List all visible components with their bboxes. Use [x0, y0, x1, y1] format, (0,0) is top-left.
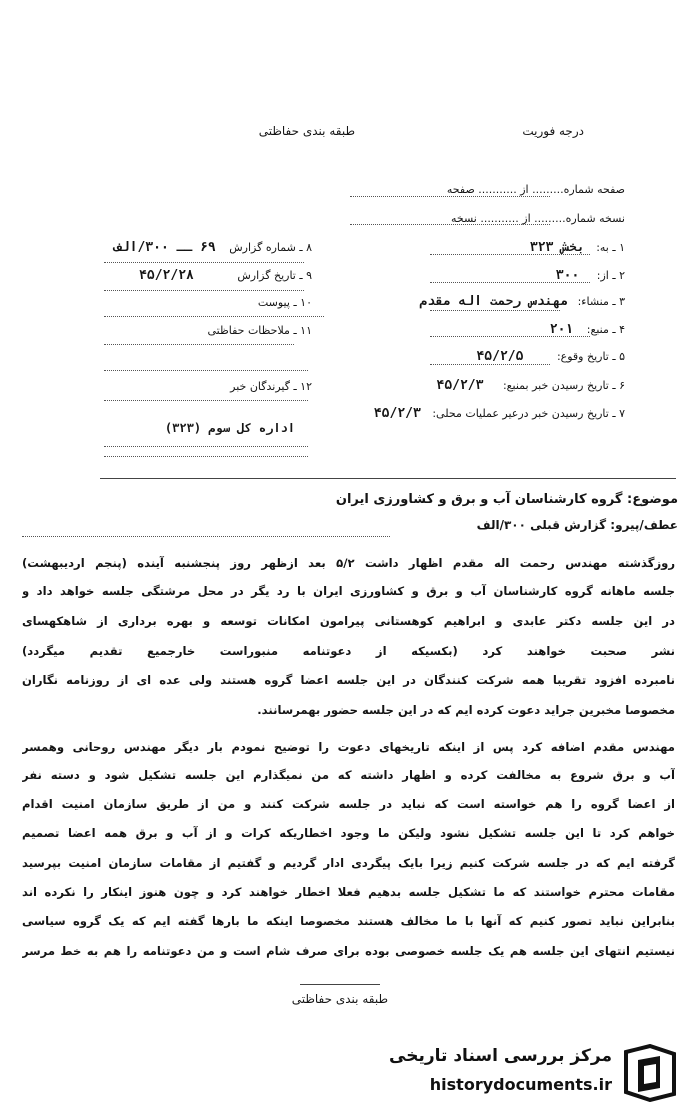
copy-number-field: نسخه شماره......... از ........... نسخه: [450, 212, 625, 225]
dotted-line: [104, 344, 294, 345]
archive-logo-icon: [620, 1044, 680, 1102]
source-label: ۴ ـ منبع:: [586, 323, 625, 336]
report-number-value: ۶۹ ــ ۳۰۰/الف: [113, 240, 216, 255]
dotted-line: [104, 400, 308, 401]
to-value: بخش ۳۲۳: [529, 240, 585, 255]
footer-classification: طبقه بندی حفاظتی: [291, 992, 388, 1006]
body-line: بنابراین نباید تصور کنیم که آنها با ما مخالف هستند مخصوصا اینکه ما بارها گفته ایم که یک گروه سیاسی: [22, 914, 675, 928]
origin-label: ۳ ـ منشاء:: [577, 295, 625, 308]
dotted-line: [104, 456, 308, 457]
occurrence-date-label: ۵ ـ تاریخ وقوع:: [556, 350, 625, 363]
dotted-line: [430, 336, 590, 337]
reference-line: عطف/پیرو: گزارش قبلی ۳۰۰/الف: [476, 518, 678, 532]
report-date-value: ۴۵/۲/۲۸: [139, 268, 194, 283]
from-label: ۲ ـ از:: [596, 269, 625, 282]
body-line: مقامات محترم خواستند که ما تشکیل جلسه بدهیم فعلا اخطار خواهند کرد و چون هنوز اینکار را نکرده اند: [22, 885, 675, 899]
body-line: مخصوصا مخبرین جراید دعوت کرده ایم که در این جلسه حضور بهمرسانند.: [257, 703, 675, 717]
security-notes-field: ۱۱ ـ ملاحظات حفاظتی: [207, 324, 312, 337]
urgency-label: درجه فوریت: [522, 124, 584, 138]
body-line: آب و برق شروع به مخالفت کرده و اظهار داشته که من نمیگذارم این جلسه تشکیل شود و دسته نفر: [22, 768, 675, 782]
body-line: مهندس مقدم اضافه کرد پس از اینکه تاریخهای دعوت را توضیح نمودم بار دیگر مهندس روحانی وهمسر: [22, 740, 675, 754]
dotted-line: [430, 254, 590, 255]
body-line: خواهم کرد تا این جلسه تشکیل نشود ولیکن ما وجود اخطاریکه کرات و از آب و برق همه اعضا تصمیم: [22, 826, 675, 840]
dotted-line: [104, 446, 308, 447]
classification-label: طبقه بندی حفاظتی: [258, 124, 355, 138]
report-number-label: ۸ ـ شماره گزارش: [229, 241, 312, 254]
dotted-line: [104, 290, 304, 291]
body-line: نیستیم انتهای این جلسه هم یک جلسه خصوصی بوده برای صرف شام است و من دعوتنامه را هم به خط مرسر: [22, 944, 675, 958]
dotted-line: [350, 196, 550, 197]
site-name: مرکز بررسی اسناد تاریخی: [389, 1046, 612, 1066]
subject-line: موضوع: گروه کارشناسان آب و برق و کشاورزی ایران: [335, 492, 678, 507]
local-received-date-label: ۷ ـ تاریخ رسیدن خبر درعیر عملیات محلی:: [432, 407, 625, 420]
dotted-line: [430, 364, 550, 365]
local-received-date-value: ۴۵/۲/۳: [373, 406, 421, 421]
report-date-field: [139, 268, 312, 283]
dotted-line: [430, 282, 590, 283]
site-url: historydocuments.ir: [429, 1075, 612, 1094]
source-value: ۲۰۱: [549, 322, 574, 337]
report-date-label: ۹ ـ تاریخ گزارش: [237, 269, 312, 282]
to-label: ۱ ـ به:: [596, 241, 625, 254]
origin-field: [419, 294, 625, 309]
dotted-line: [22, 536, 390, 537]
body-line: در این جلسه دکتر عابدی و ابراهیم کوهستانی پیرامون امکانات توسعه و بهره برداری از شاهکهسای: [22, 614, 675, 628]
body-line: روزگذشته مهندس رحمت اله مقدم اظهار داشت ۵/۲ بعد ازظهر روز پنجشنبه آینده (پنجم اردیبهشت): [22, 556, 675, 570]
body-line: از اعضا گروه را هم خواسته است که نباید در جلسه شرکت کنند و من از طریق سازمان امنیت اقدام: [22, 797, 675, 811]
occurrence-date-value: ۴۵/۲/۵: [476, 349, 524, 364]
local-received-date-field: [374, 406, 625, 421]
body-line: نامبرده افزود تقریبا همه شرکت کنندگان در این جلسه اعضا گروه هستند ولی عده ای از روزنامه نگاران: [22, 673, 675, 687]
from-field: [556, 268, 625, 283]
source-received-date-label: ۶ ـ تاریخ رسیدن خبر بمنبع:: [502, 379, 625, 392]
source-field: [550, 322, 625, 337]
occurrence-date-field: [476, 349, 625, 364]
page-number-field: صفحه شماره......... از ........... صفحه: [446, 183, 625, 196]
source-received-date-value: ۴۵/۲/۳: [436, 378, 484, 393]
origin-value: مهندس رحمت اله مقدم: [419, 294, 569, 309]
footer-rule: [300, 984, 380, 985]
from-value: ۳۰۰: [555, 268, 580, 283]
dotted-line: [104, 370, 308, 371]
to-field: [530, 240, 625, 255]
dotted-line: [350, 224, 550, 225]
dotted-line: [104, 316, 324, 317]
dotted-line: [104, 262, 304, 263]
recipients-field: ۱۲ ـ گیرندگان خبر: [230, 380, 312, 393]
body-line: نشر صحبت خواهند کرد (بکسیکه از دعوتنامه منبوراست خارجمیع تقدیم میگردد): [22, 644, 675, 658]
attachment-field: ۱۰ ـ پیوست: [257, 296, 312, 309]
body-line: گرفته ایم که در جلسه شرکت کنیم زیرا بایک پیگردی ادار گردیم و گفتیم از مقامات سازمان امنیت بپرسید: [22, 856, 675, 870]
section-separator: [100, 478, 676, 479]
recipients-value: اداره کل سوم (۳۲۳): [164, 421, 295, 435]
report-number-field: [114, 240, 312, 255]
source-received-date-field: [437, 378, 626, 393]
dotted-line: [430, 310, 560, 311]
body-line: جلسه ماهانه گروه کارشناسان آب و برق و کشاورزی ایران با رد یگر در محل مرشتگی جلسه خواهد داد و: [22, 584, 675, 598]
